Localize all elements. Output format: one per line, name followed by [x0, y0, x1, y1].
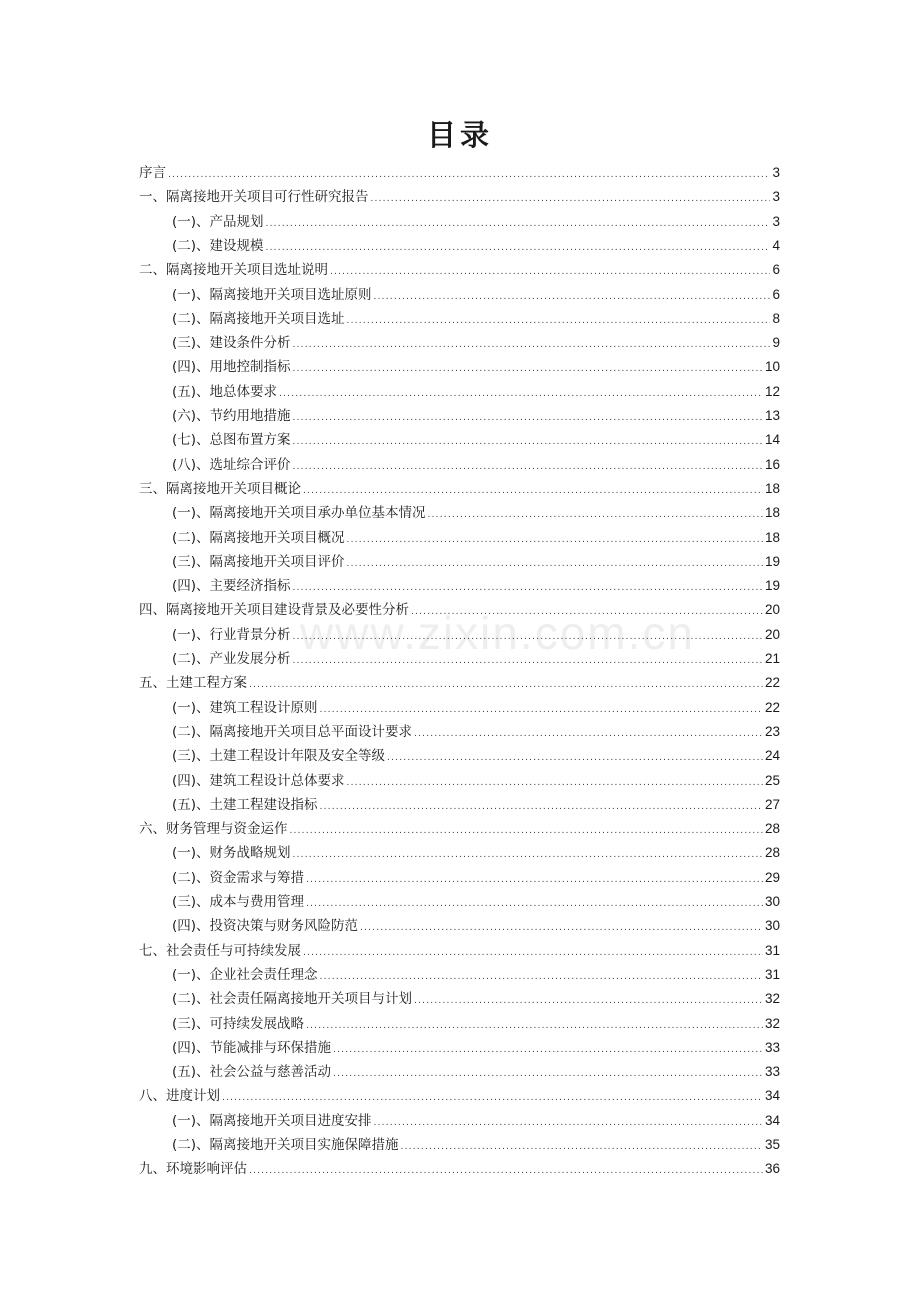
toc-section-entry[interactable]: [172, 1012, 780, 1036]
toc-page-number: 31: [764, 966, 780, 982]
toc-entry-label: (一)、建筑工程设计原则: [172, 699, 318, 716]
toc-dot-leader: [293, 430, 763, 454]
toc-page-number: 30: [764, 894, 780, 909]
toc-dot-leader: [293, 406, 763, 430]
toc-section-entry[interactable]: [172, 355, 780, 379]
toc-entry-label: 一、隔离接地开关项目可行性研究报告: [139, 189, 369, 206]
toc-page-number: 19: [764, 578, 780, 594]
toc-dot-leader: [303, 941, 763, 965]
toc-dot-leader: [293, 576, 763, 600]
toc-entry-label: 四、隔离接地开关项目建设背景及必要性分析: [139, 602, 409, 619]
toc-section-entry[interactable]: [172, 283, 780, 307]
toc-page-number: 3: [772, 189, 780, 205]
toc-page-number: 12: [764, 383, 780, 399]
toc-chapter-entry[interactable]: [139, 817, 780, 841]
toc-dot-leader: [347, 528, 763, 552]
toc-dot-leader: [303, 479, 763, 503]
toc-page-number: 18: [764, 505, 780, 521]
toc-page-number: 32: [764, 991, 780, 1007]
toc-page-number: 27: [764, 796, 780, 812]
toc-entry-label: 八、进度计划: [139, 1088, 220, 1105]
toc-entry-label: 三、隔离接地开关项目概论: [139, 480, 301, 497]
toc-dot-leader: [330, 260, 770, 284]
toc-section-entry[interactable]: [172, 963, 780, 987]
toc-page-number: 6: [772, 262, 780, 278]
toc-dot-leader: [371, 187, 771, 211]
toc-entry-label: (六)、节约用地措施: [172, 408, 291, 424]
toc-page-number: 29: [764, 869, 780, 885]
toc-section-entry[interactable]: [172, 234, 780, 258]
toc-page-number: 36: [764, 1161, 780, 1177]
toc-dot-leader: [320, 698, 763, 722]
toc-page-number: 4: [772, 237, 780, 253]
toc-page-number: 20: [764, 626, 780, 642]
toc-chapter-entry[interactable]: [139, 1157, 780, 1181]
toc-entry-label: 九、环境影响评估: [139, 1161, 247, 1178]
toc-section-entry[interactable]: [172, 769, 780, 793]
toc-page-number: 20: [764, 602, 780, 618]
toc-entry-label: 七、社会责任与可持续发展: [139, 942, 301, 959]
toc-section-entry[interactable]: [172, 501, 780, 525]
toc-entry-label: (四)、主要经济指标: [172, 578, 291, 595]
toc-entry-label: 序言: [139, 165, 166, 181]
toc-entry-label: (五)、社会公益与慈善活动: [172, 1064, 332, 1081]
toc-chapter-entry[interactable]: [139, 185, 780, 209]
toc-entry-label: (四)、节能减排与环保措施: [172, 1039, 332, 1056]
toc-chapter-entry[interactable]: [139, 477, 780, 501]
toc-page-number: 14: [764, 432, 780, 448]
toc-section-entry[interactable]: [172, 1133, 780, 1157]
toc-page-number: 13: [764, 408, 780, 423]
toc-page-number: 21: [764, 651, 780, 666]
toc-chapter-entry[interactable]: [139, 598, 780, 622]
toc-page-number: 34: [764, 1088, 780, 1104]
toc-dot-leader: [306, 868, 763, 892]
toc-page-number: 9: [772, 335, 780, 351]
toc-dot-leader: [347, 309, 771, 333]
toc-dot-leader: [222, 1086, 763, 1110]
toc-entry-label: 六、财务管理与资金运作: [139, 821, 288, 838]
toc-section-entry[interactable]: [172, 1060, 780, 1084]
toc-section-entry[interactable]: [172, 623, 780, 647]
toc-page-number: 19: [764, 553, 780, 569]
toc-chapter-entry[interactable]: [139, 258, 780, 282]
toc-page-number: 18: [764, 529, 780, 545]
toc-dot-leader: [266, 212, 771, 236]
toc-page-number: 24: [764, 748, 780, 764]
toc-entry-label: (二)、资金需求与筹措: [172, 869, 305, 886]
toc-section-entry[interactable]: [172, 987, 780, 1011]
watermark-text: www.zixin.com.cn: [300, 607, 695, 659]
toc-entry-label: (一)、隔离接地开关项目承办单位基本情况: [172, 505, 426, 522]
toc-section-entry[interactable]: [172, 744, 780, 768]
toc-page-number: 25: [764, 772, 780, 788]
toc-section-entry[interactable]: [172, 866, 780, 890]
toc-dot-leader: [279, 382, 763, 406]
toc-section-entry[interactable]: [172, 890, 780, 914]
toc-page-number: 8: [772, 310, 780, 326]
toc-title: 目录: [426, 118, 493, 152]
toc-section-entry[interactable]: [172, 647, 780, 671]
toc-dot-leader: [320, 795, 763, 819]
toc-entry-label: (一)、隔离接地开关项目进度安排: [172, 1112, 372, 1129]
toc-entry-label: (三)、建设条件分析: [172, 335, 291, 352]
toc-dot-leader: [360, 916, 763, 940]
toc-section-entry[interactable]: [172, 210, 780, 234]
toc-page-number: 32: [764, 1015, 780, 1031]
toc-entry-label: (二)、隔离接地开关项目概况: [172, 529, 345, 546]
toc-page-number: 28: [764, 821, 780, 837]
toc-section-entry[interactable]: [172, 380, 780, 404]
toc-section-entry[interactable]: [172, 841, 780, 865]
toc-section-entry[interactable]: [172, 793, 780, 817]
toc-dot-leader: [293, 625, 763, 649]
toc-dot-leader: [293, 455, 763, 479]
toc-entry-label: (三)、成本与费用管理: [172, 894, 305, 910]
toc-dot-leader: [333, 1038, 763, 1062]
toc-dot-leader: [414, 722, 763, 746]
toc-entry-label: (五)、地总体要求: [172, 383, 278, 400]
toc-section-entry[interactable]: [172, 331, 780, 355]
toc-dot-leader: [411, 600, 763, 624]
toc-entry-label: (二)、产业发展分析: [172, 651, 291, 667]
toc-page-number: 30: [764, 918, 780, 934]
toc-dot-leader: [306, 892, 763, 916]
toc-dot-leader: [387, 746, 763, 770]
toc-page-number: 22: [764, 675, 780, 691]
toc-entry-label: (一)、企业社会责任理念: [172, 966, 318, 983]
toc-page-number: 33: [764, 1039, 780, 1055]
toc-entry-label: (八)、选址综合评价: [172, 456, 291, 473]
toc-section-entry[interactable]: [172, 526, 780, 550]
toc-entry-label: (一)、财务战略规划: [172, 845, 291, 862]
toc-section-entry[interactable]: [172, 453, 780, 477]
toc-page-number: 3: [772, 165, 780, 180]
toc-entry-label: (四)、建筑工程设计总体要求: [172, 772, 345, 789]
toc-entry-label: (一)、隔离接地开关项目选址原则: [172, 286, 372, 303]
toc-dot-leader: [414, 989, 763, 1013]
toc-entry-label: (四)、投资决策与财务风险防范: [172, 918, 359, 935]
toc-entry-label: (三)、可持续发展战略: [172, 1015, 305, 1032]
toc-page-number: 28: [764, 845, 780, 861]
toc-entry-label: (二)、隔离接地开关项目实施保障措施: [172, 1137, 399, 1153]
toc-entry-label: (二)、隔离接地开关项目选址: [172, 310, 345, 327]
toc-dot-leader: [347, 771, 763, 795]
toc-section-entry[interactable]: [172, 307, 780, 331]
toc-page-number: 34: [764, 1112, 780, 1128]
toc-dot-leader: [320, 965, 763, 989]
toc-chapter-entry[interactable]: [139, 939, 780, 963]
toc-dot-leader: [293, 333, 771, 357]
toc-entry-label: (四)、用地控制指标: [172, 359, 291, 376]
toc-entry-label: 五、土建工程方案: [139, 675, 247, 692]
toc-page-number: 10: [764, 359, 780, 375]
toc-entry-label: (七)、总图布置方案: [172, 432, 291, 449]
toc-page-number: 3: [772, 213, 780, 229]
toc-page-number: 23: [764, 723, 780, 739]
toc-page-number: 6: [772, 286, 780, 302]
toc-section-entry[interactable]: [172, 428, 780, 452]
toc-dot-leader: [333, 1062, 763, 1086]
toc-dot-leader: [249, 1159, 763, 1183]
toc-section-entry[interactable]: [172, 1109, 780, 1133]
toc-dot-leader: [347, 552, 763, 576]
toc-page-number: 31: [764, 942, 780, 958]
toc-entry-label: (三)、土建工程设计年限及安全等级: [172, 748, 386, 765]
toc-page-number: 33: [764, 1064, 780, 1080]
toc-dot-leader: [293, 357, 763, 381]
toc-entry-label: (三)、隔离接地开关项目评价: [172, 553, 345, 570]
toc-dot-leader: [293, 649, 763, 673]
toc-entry-label: (二)、建设规模: [172, 237, 264, 254]
toc-entry-label: (二)、隔离接地开关项目总平面设计要求: [172, 723, 413, 740]
toc-dot-leader: [374, 1111, 763, 1135]
toc-section-entry[interactable]: [172, 550, 780, 574]
toc-section-entry[interactable]: [172, 574, 780, 598]
toc-chapter-entry[interactable]: [139, 671, 780, 695]
toc-section-entry[interactable]: [172, 914, 780, 938]
toc-dot-leader: [168, 163, 770, 187]
toc-section-entry[interactable]: [172, 1036, 780, 1060]
toc-chapter-entry[interactable]: [139, 161, 780, 185]
toc-dot-leader: [306, 1014, 763, 1038]
toc-entry-label: (一)、行业背景分析: [172, 626, 291, 643]
toc-entry-label: (一)、产品规划: [172, 213, 264, 230]
toc-section-entry[interactable]: [172, 720, 780, 744]
toc-dot-leader: [401, 1135, 763, 1159]
toc-dot-leader: [428, 503, 763, 527]
toc-page-number: 35: [764, 1137, 780, 1152]
toc-dot-leader: [249, 673, 763, 697]
toc-chapter-entry[interactable]: [139, 1084, 780, 1108]
toc-page-number: 18: [764, 480, 780, 496]
toc-dot-leader: [374, 285, 771, 309]
toc-section-entry[interactable]: [172, 404, 780, 428]
toc-page-number: 22: [764, 699, 780, 715]
toc-entry-label: (五)、土建工程建设指标: [172, 796, 318, 813]
toc-dot-leader: [266, 236, 771, 260]
toc-section-entry[interactable]: [172, 696, 780, 720]
toc-dot-leader: [290, 819, 763, 843]
toc-entry-label: (二)、社会责任隔离接地开关项目与计划: [172, 991, 413, 1008]
toc-entry-label: 二、隔离接地开关项目选址说明: [139, 262, 328, 279]
toc-page-number: 16: [764, 456, 780, 472]
toc-dot-leader: [293, 843, 763, 867]
